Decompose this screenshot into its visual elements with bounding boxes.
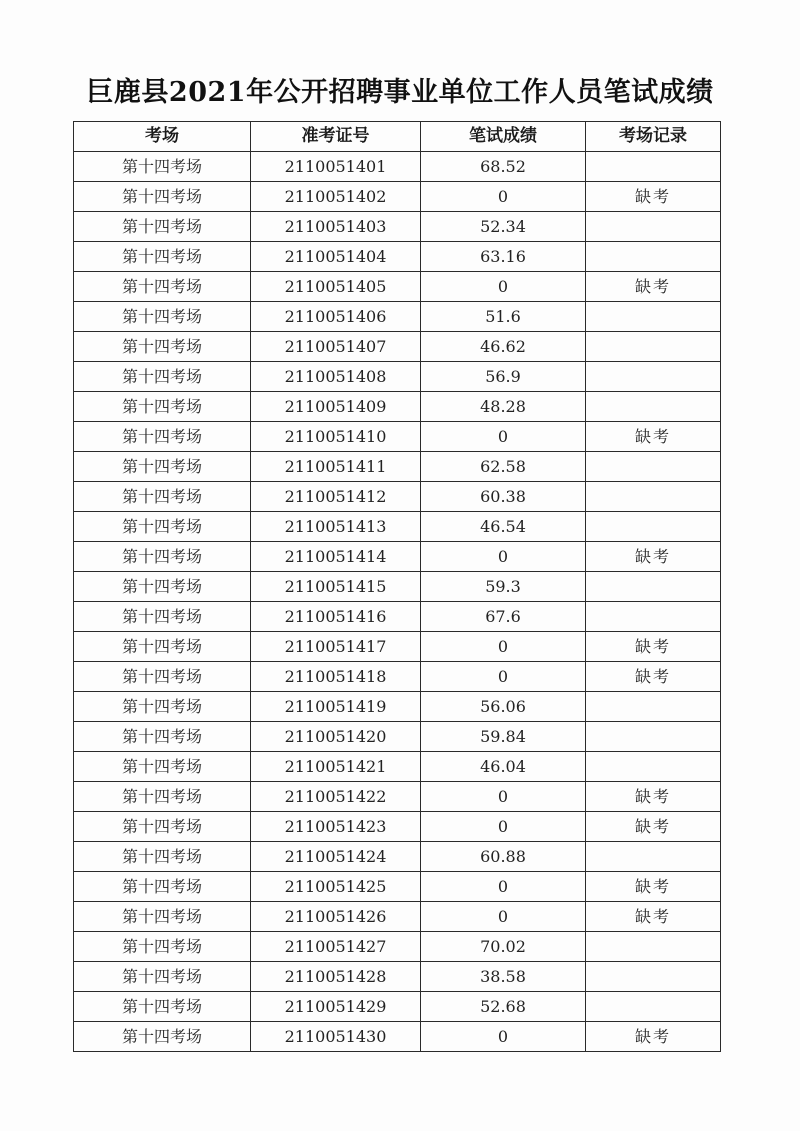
cell-exam-record: [586, 602, 721, 632]
cell-written-score: 59.84: [421, 722, 586, 752]
cell-exam-record: 缺考: [586, 272, 721, 302]
cell-written-score: 48.28: [421, 392, 586, 422]
table-row: [74, 212, 721, 242]
cell-exam-room: 第十四考场: [74, 992, 251, 1022]
cell-written-score: 60.38: [421, 482, 586, 512]
table-row: [74, 602, 721, 632]
table-row: [74, 152, 721, 182]
cell-exam-room: 第十四考场: [74, 272, 251, 302]
cell-exam-room: 第十四考场: [74, 152, 251, 182]
table-row: [74, 962, 721, 992]
cell-exam-record: [586, 242, 721, 272]
cell-exam-room: 第十四考场: [74, 902, 251, 932]
table-row: [74, 692, 721, 722]
cell-ticket-number: 2110051401: [251, 152, 421, 182]
table-row: [74, 632, 721, 662]
cell-exam-record: [586, 482, 721, 512]
cell-exam-room: 第十四考场: [74, 302, 251, 332]
header-written-score: 笔试成绩: [421, 122, 586, 152]
table-header-row: [74, 122, 721, 152]
cell-exam-record: [586, 572, 721, 602]
cell-exam-room: 第十四考场: [74, 572, 251, 602]
cell-ticket-number: 2110051429: [251, 992, 421, 1022]
page-title: 巨鹿县2021年公开招聘事业单位工作人员笔试成绩: [86, 77, 714, 108]
table-row: [74, 722, 721, 752]
cell-written-score: 38.58: [421, 962, 586, 992]
cell-ticket-number: 2110051408: [251, 362, 421, 392]
cell-exam-record: 缺考: [586, 632, 721, 662]
header-exam-record: 考场记录: [586, 122, 721, 152]
cell-ticket-number: 2110051404: [251, 242, 421, 272]
table-row: [74, 812, 721, 842]
header-exam-room: 考场: [74, 122, 251, 152]
cell-exam-record: 缺考: [586, 872, 721, 902]
cell-exam-room: 第十四考场: [74, 452, 251, 482]
cell-exam-room: 第十四考场: [74, 962, 251, 992]
cell-exam-record: 缺考: [586, 812, 721, 842]
cell-exam-room: 第十四考场: [74, 692, 251, 722]
table-row: [74, 572, 721, 602]
table-row: [74, 752, 721, 782]
cell-exam-room: 第十四考场: [74, 932, 251, 962]
cell-written-score: 52.34: [421, 212, 586, 242]
cell-written-score: 63.16: [421, 242, 586, 272]
cell-written-score: 60.88: [421, 842, 586, 872]
cell-exam-room: 第十四考场: [74, 482, 251, 512]
table-row: [74, 362, 721, 392]
cell-exam-room: 第十四考场: [74, 182, 251, 212]
table-row: [74, 422, 721, 452]
cell-exam-record: 缺考: [586, 662, 721, 692]
cell-written-score: 68.52: [421, 152, 586, 182]
table-row: [74, 662, 721, 692]
table-row: [74, 482, 721, 512]
cell-ticket-number: 2110051406: [251, 302, 421, 332]
score-table: [73, 121, 721, 1052]
cell-ticket-number: 2110051426: [251, 902, 421, 932]
cell-written-score: 46.54: [421, 512, 586, 542]
cell-written-score: 67.6: [421, 602, 586, 632]
cell-exam-record: 缺考: [586, 782, 721, 812]
table-row: [74, 1022, 721, 1052]
cell-exam-room: 第十四考场: [74, 542, 251, 572]
cell-exam-record: [586, 692, 721, 722]
table-row: [74, 452, 721, 482]
cell-written-score: 46.62: [421, 332, 586, 362]
cell-written-score: 0: [421, 1022, 586, 1052]
cell-exam-record: [586, 212, 721, 242]
table-row: [74, 872, 721, 902]
cell-exam-record: [586, 302, 721, 332]
table-row: [74, 512, 721, 542]
cell-written-score: 62.58: [421, 452, 586, 482]
cell-exam-record: 缺考: [586, 1022, 721, 1052]
cell-ticket-number: 2110051424: [251, 842, 421, 872]
cell-written-score: 0: [421, 422, 586, 452]
table-row: [74, 542, 721, 572]
cell-exam-room: 第十四考场: [74, 872, 251, 902]
table-row: [74, 902, 721, 932]
cell-exam-record: [586, 512, 721, 542]
cell-exam-record: 缺考: [586, 542, 721, 572]
cell-ticket-number: 2110051409: [251, 392, 421, 422]
cell-ticket-number: 2110051428: [251, 962, 421, 992]
cell-exam-record: [586, 932, 721, 962]
cell-written-score: 0: [421, 542, 586, 572]
cell-ticket-number: 2110051413: [251, 512, 421, 542]
cell-exam-record: [586, 842, 721, 872]
cell-exam-record: [586, 452, 721, 482]
cell-written-score: 56.06: [421, 692, 586, 722]
cell-written-score: 0: [421, 812, 586, 842]
cell-exam-record: [586, 152, 721, 182]
cell-written-score: 0: [421, 782, 586, 812]
cell-written-score: 0: [421, 632, 586, 662]
cell-exam-room: 第十四考场: [74, 212, 251, 242]
cell-exam-room: 第十四考场: [74, 392, 251, 422]
cell-ticket-number: 2110051405: [251, 272, 421, 302]
cell-exam-record: [586, 332, 721, 362]
cell-exam-room: 第十四考场: [74, 1022, 251, 1052]
cell-exam-record: [586, 362, 721, 392]
cell-exam-room: 第十四考场: [74, 782, 251, 812]
cell-written-score: 56.9: [421, 362, 586, 392]
table-row: [74, 272, 721, 302]
cell-exam-record: [586, 962, 721, 992]
cell-written-score: 0: [421, 872, 586, 902]
cell-exam-room: 第十四考场: [74, 332, 251, 362]
cell-ticket-number: 2110051425: [251, 872, 421, 902]
cell-written-score: 52.68: [421, 992, 586, 1022]
cell-exam-room: 第十四考场: [74, 242, 251, 272]
cell-written-score: 70.02: [421, 932, 586, 962]
cell-ticket-number: 2110051412: [251, 482, 421, 512]
cell-ticket-number: 2110051430: [251, 1022, 421, 1052]
cell-exam-room: 第十四考场: [74, 842, 251, 872]
cell-ticket-number: 2110051416: [251, 602, 421, 632]
cell-ticket-number: 2110051402: [251, 182, 421, 212]
cell-written-score: 51.6: [421, 302, 586, 332]
cell-exam-room: 第十四考场: [74, 602, 251, 632]
table-row: [74, 932, 721, 962]
cell-ticket-number: 2110051417: [251, 632, 421, 662]
cell-exam-record: [586, 392, 721, 422]
cell-exam-record: [586, 992, 721, 1022]
cell-exam-room: 第十四考场: [74, 752, 251, 782]
cell-ticket-number: 2110051403: [251, 212, 421, 242]
cell-written-score: 0: [421, 182, 586, 212]
cell-exam-record: 缺考: [586, 902, 721, 932]
cell-ticket-number: 2110051419: [251, 692, 421, 722]
table-row: [74, 242, 721, 272]
table-row: [74, 392, 721, 422]
cell-exam-record: [586, 722, 721, 752]
table-row: [74, 182, 721, 212]
cell-written-score: 0: [421, 902, 586, 932]
cell-ticket-number: 2110051407: [251, 332, 421, 362]
cell-written-score: 0: [421, 272, 586, 302]
cell-written-score: 46.04: [421, 752, 586, 782]
table-body: [74, 152, 721, 1052]
cell-ticket-number: 2110051427: [251, 932, 421, 962]
cell-ticket-number: 2110051410: [251, 422, 421, 452]
cell-exam-room: 第十四考场: [74, 812, 251, 842]
cell-exam-room: 第十四考场: [74, 512, 251, 542]
cell-exam-record: [586, 752, 721, 782]
cell-ticket-number: 2110051418: [251, 662, 421, 692]
cell-exam-record: 缺考: [586, 182, 721, 212]
cell-exam-room: 第十四考场: [74, 362, 251, 392]
cell-ticket-number: 2110051420: [251, 722, 421, 752]
table-row: [74, 782, 721, 812]
cell-exam-record: 缺考: [586, 422, 721, 452]
cell-written-score: 59.3: [421, 572, 586, 602]
cell-ticket-number: 2110051415: [251, 572, 421, 602]
cell-exam-room: 第十四考场: [74, 662, 251, 692]
cell-ticket-number: 2110051411: [251, 452, 421, 482]
cell-ticket-number: 2110051422: [251, 782, 421, 812]
table-row: [74, 992, 721, 1022]
header-ticket-number: 准考证号: [251, 122, 421, 152]
table-row: [74, 332, 721, 362]
cell-exam-room: 第十四考场: [74, 422, 251, 452]
table-row: [74, 302, 721, 332]
cell-ticket-number: 2110051421: [251, 752, 421, 782]
cell-written-score: 0: [421, 662, 586, 692]
cell-exam-room: 第十四考场: [74, 632, 251, 662]
cell-ticket-number: 2110051423: [251, 812, 421, 842]
cell-exam-room: 第十四考场: [74, 722, 251, 752]
cell-ticket-number: 2110051414: [251, 542, 421, 572]
table-row: [74, 842, 721, 872]
